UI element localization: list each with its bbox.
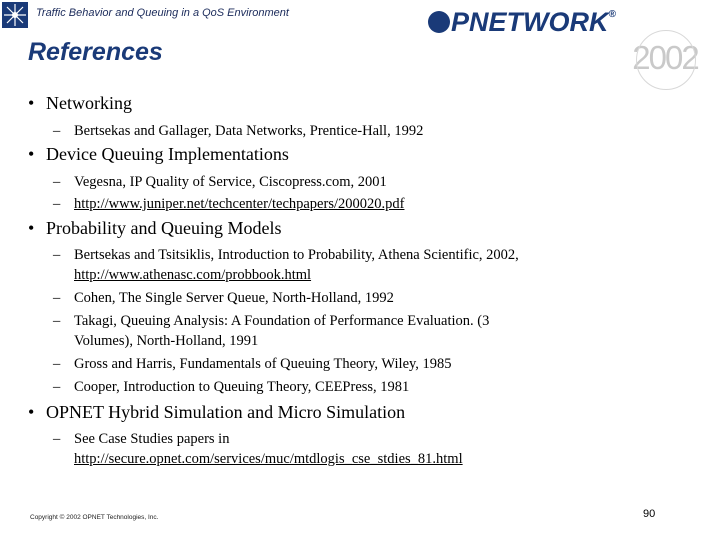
dash-icon: – [53,313,61,329]
dash-icon: – [53,247,61,263]
athenasc-link[interactable]: http://www.athenasc.com/probbook.html [74,267,312,283]
header-band [0,0,720,37]
section-heading [28,93,132,114]
dash-icon: – [53,431,61,447]
page-number: 90 [643,508,656,520]
dash-icon: – [53,196,61,212]
reference-text: Cooper, Introduction to Queuing Theory, CEEPress, 1981 [74,379,410,395]
copyright-notice: Copyright © 2002 OPNET Technologies, Inc. [30,514,159,521]
bullet-icon: • [28,218,35,238]
juniper-link[interactable]: http://www.juniper.net/techcenter/techpapers/200020.pdf [74,196,405,212]
year-badge: 2002 [630,28,700,88]
opnet-case-studies-link[interactable]: http://secure.opnet.com/services/muc/mtdlogis_cse_stdies_81.html [74,451,463,467]
reference-text: Vegesna, IP Quality of Service, Ciscopress.com, 2001 [74,174,387,190]
presentation-title: Traffic Behavior and Queuing in a QoS Environment [36,7,289,19]
opnetwork-logo [428,2,616,37]
section-heading-text: Networking [46,93,132,113]
registered-mark-icon: ® [608,9,616,20]
reference-text: See Case Studies papers in [74,431,230,447]
page-title: References [28,38,163,66]
dash-icon: – [53,379,61,395]
reference-text: Bertsekas and Tsitsiklis, Introduction to Probability, Athena Scientific, 2002, [74,247,519,263]
reference-text: Volumes), North-Holland, 1991 [74,333,259,349]
dash-icon: – [53,174,61,190]
bullet-icon: • [28,402,35,422]
section-heading [28,218,281,239]
dash-icon: – [53,123,61,139]
section-heading-text: Probability and Queuing Models [46,218,282,238]
section-heading [28,144,289,165]
reference-text: Bertsekas and Gallager, Data Networks, Prentice-Hall, 1992 [74,123,424,139]
logo-text: PNETWORK [451,7,609,37]
reference-text: Takagi, Queuing Analysis: A Foundation of Performance Evaluation. (3 [74,313,490,329]
bullet-icon: • [28,144,35,164]
opnet-o-icon [428,11,450,33]
dash-icon: – [53,290,61,306]
section-heading-text: OPNET Hybrid Simulation and Micro Simulation [46,402,406,422]
opnet-star-logo-icon [2,2,28,28]
reference-text: Gross and Harris, Fundamentals of Queuing Theory, Wiley, 1985 [74,356,452,372]
section-heading [28,402,405,423]
reference-text: Cohen, The Single Server Queue, North-Holland, 1992 [74,290,394,306]
dash-icon: – [53,356,61,372]
section-heading-text: Device Queuing Implementations [46,144,289,164]
bullet-icon: • [28,93,35,113]
